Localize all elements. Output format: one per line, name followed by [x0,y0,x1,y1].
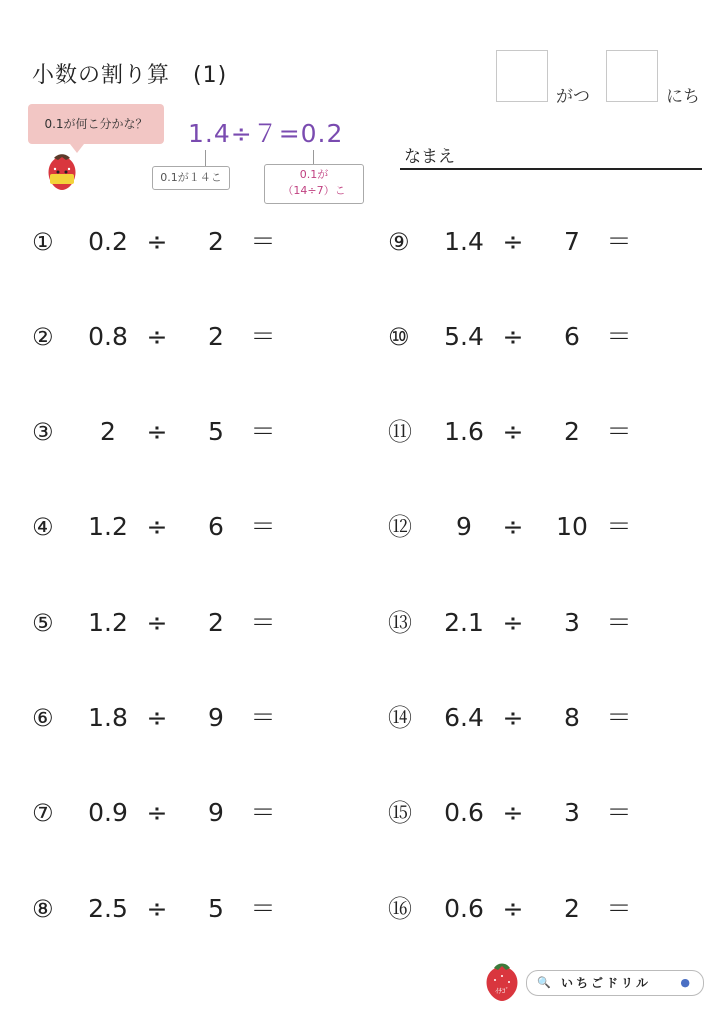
problem-equals: ＝ [606,798,632,827]
problem-equals: ＝ [606,894,632,923]
answer-space[interactable] [638,507,688,547]
problem-number: ⑦ [32,799,54,827]
problem-equals: ＝ [250,608,276,637]
problem-row [388,793,688,833]
problem-row [32,317,332,357]
problem-number: ⑨ [388,228,410,256]
problem-operator: ÷ [502,322,524,351]
problem-equals: ＝ [250,798,276,827]
tip-bubble: 0.1が何こ分かな？ [28,104,164,144]
problem-number: ⑬ [388,609,412,637]
problem-equals: ＝ [606,608,632,637]
answer-space[interactable] [282,507,332,547]
name-label: なまえ [404,147,455,167]
problem-dividend: 0.6 [444,798,484,827]
problem-row [388,222,688,262]
hint-left: 0.1が１４こ [152,166,230,190]
logo-search-bar[interactable] [526,970,704,996]
problem-operator: ÷ [146,512,168,541]
answer-space[interactable] [282,698,332,738]
hint-right-line2: （14÷7）こ [282,184,346,197]
problem-number: ④ [32,513,54,541]
answer-space[interactable] [638,889,688,929]
problem-equals: ＝ [606,703,632,732]
problem-divisor: 2 [564,894,580,923]
problem-row [388,412,688,452]
problem-operator: ÷ [502,227,524,256]
answer-space[interactable] [638,412,688,452]
answer-space[interactable] [638,603,688,643]
problem-number: ② [32,323,54,351]
answer-space[interactable] [282,889,332,929]
problem-operator: ÷ [502,894,524,923]
problem-divisor: 7 [564,227,580,256]
problem-equals: ＝ [606,227,632,256]
problem-row [388,603,688,643]
problem-divisor: 8 [564,703,580,732]
problem-number: ③ [32,418,54,446]
problem-operator: ÷ [502,608,524,637]
answer-space[interactable] [638,793,688,833]
hint-right-line1: 0.1が [299,168,329,181]
example-equation: 1.4÷７=0.2 [188,119,344,148]
problem-row [32,603,332,643]
problem-operator: ÷ [146,322,168,351]
problem-operator: ÷ [146,798,168,827]
problem-dividend: 2 [100,417,116,446]
answer-space[interactable] [282,412,332,452]
problem-divisor: 5 [208,417,224,446]
problem-equals: ＝ [250,227,276,256]
answer-space[interactable] [282,793,332,833]
problem-number: ⑭ [388,704,412,732]
problem-row [388,889,688,929]
problem-row [32,412,332,452]
strawberry-logo-icon [482,960,522,1002]
problem-row [32,698,332,738]
problem-dividend: 1.6 [444,417,484,446]
problem-dividend: 5.4 [444,322,484,351]
problem-operator: ÷ [502,512,524,541]
problem-row [32,889,332,929]
problem-dividend: 0.6 [444,894,484,923]
problem-number: ⑥ [32,704,54,732]
problem-operator: ÷ [146,608,168,637]
problem-number: ⑫ [388,513,412,541]
problem-number: ⑤ [32,609,54,637]
problem-operator: ÷ [146,894,168,923]
logo-icon-text: ｲﾁｺﾞ [495,987,509,995]
problem-row [32,222,332,262]
hint-right-connector [313,150,314,164]
problem-operator: ÷ [146,703,168,732]
problem-equals: ＝ [250,703,276,732]
problem-row [388,698,688,738]
problem-row [32,793,332,833]
problem-divisor: 10 [556,512,588,541]
problem-dividend: 1.4 [444,227,484,256]
problem-dividend: 0.8 [88,322,128,351]
problem-divisor: 2 [208,322,224,351]
problem-divisor: 2 [208,608,224,637]
month-label: がつ [556,87,590,107]
problem-equals: ＝ [250,512,276,541]
problem-operator: ÷ [502,703,524,732]
problem-row [388,507,688,547]
problem-number: ⑮ [388,799,412,827]
problem-number: ⑧ [32,895,54,923]
problem-equals: ＝ [606,417,632,446]
problem-divisor: 9 [208,703,224,732]
strawberry-mascot-icon [44,152,80,192]
problem-row [32,507,332,547]
day-label: にち [666,87,700,107]
answer-space[interactable] [638,698,688,738]
search-icon: 🔍 [537,976,554,989]
problem-number: ⑯ [388,895,412,923]
problem-equals: ＝ [606,322,632,351]
month-box[interactable] [496,50,548,102]
name-line[interactable] [400,168,702,170]
problem-equals: ＝ [606,512,632,541]
problem-row [388,317,688,357]
mic-icon: ● [680,976,693,989]
page-title: 小数の割り算 (1) [32,63,228,88]
problem-dividend: 1.8 [88,703,128,732]
answer-space[interactable] [282,222,332,262]
problem-divisor: 6 [208,512,224,541]
problem-operator: ÷ [502,798,524,827]
problem-operator: ÷ [146,417,168,446]
problem-dividend: 0.2 [88,227,128,256]
problem-dividend: 0.9 [88,798,128,827]
problem-divisor: 2 [564,417,580,446]
problem-divisor: 9 [208,798,224,827]
problem-dividend: 1.2 [88,512,128,541]
answer-space[interactable] [638,317,688,357]
problem-dividend: 2.1 [444,608,484,637]
problem-divisor: 6 [564,322,580,351]
problem-dividend: 6.4 [444,703,484,732]
problem-divisor: 2 [208,227,224,256]
answer-space[interactable] [282,603,332,643]
problem-dividend: 9 [456,512,472,541]
problem-divisor: 3 [564,798,580,827]
problem-divisor: 5 [208,894,224,923]
day-box[interactable] [606,50,658,102]
problem-operator: ÷ [502,417,524,446]
answer-space[interactable] [282,317,332,357]
logo-text: いちごドリル [561,976,652,990]
problem-number: ⑪ [388,418,412,446]
problem-dividend: 1.2 [88,608,128,637]
hint-right [264,164,364,204]
hint-left-connector [205,150,206,166]
problem-divisor: 3 [564,608,580,637]
problem-dividend: 2.5 [88,894,128,923]
problem-number: ① [32,228,54,256]
problem-operator: ÷ [146,227,168,256]
problem-equals: ＝ [250,322,276,351]
problem-equals: ＝ [250,894,276,923]
problem-equals: ＝ [250,417,276,446]
answer-space[interactable] [638,222,688,262]
problem-number: ⑩ [388,323,410,351]
